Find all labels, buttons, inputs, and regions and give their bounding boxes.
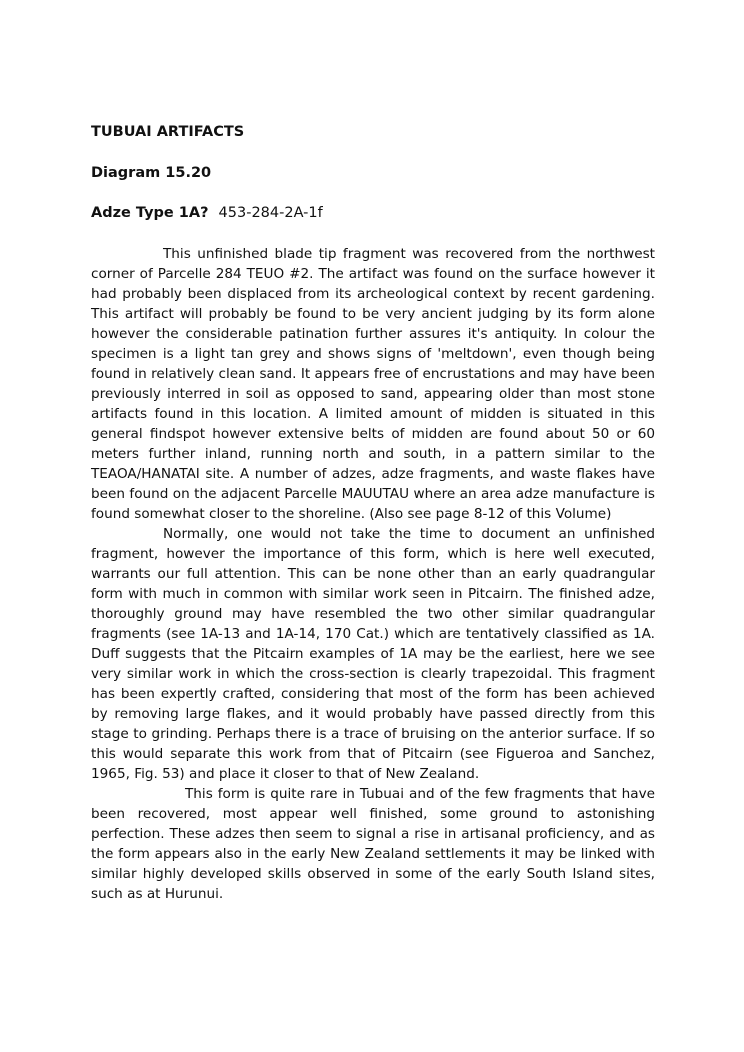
document-title: TUBUAI ARTIFACTS [91,124,245,140]
paragraph-significance: Normally, one would not take the time to document an unfinished fragment, however the importance of this form, which is here well executed, warrants our full attention. This can be none other than an early quadrangular form with much in common with similar work seen in Pitcairn. The finished adze, thoroughly ground may have resembled the two other similar quadrangular fragments (see 1A-13 and 1A-14, 170 Cat.) which are tentatively classified as 1A. Duff suggests that the Pitcairn examples of 1A may be the earliest, here we see very similar work in which the cross-section is clearly trapezoidal. This fragment has been expertly crafted, considering that most of the form has been achieved by removing large flakes, and it would probably have passed directly from this stage to grinding. Perhaps there is a trace of bruising on the anterior surface. If so this would separate this work from that of Pitcairn (see Figueroa and Sanchez, 1965, Fig. 53) and place it closer to that of New Zealand. [91,526,655,782]
diagram-number: Diagram 15.20 [91,165,212,181]
body-text [91,244,655,904]
paragraph-rarity: This form is quite rare in Tubuai and of the few fragments that have been recovered, most appear well finished, some ground to astonishing perfection. These adzes then seem to signal a rise in artisanal proficiency, and as the form appears also in the early New Zealand settlements it may be linked with similar highly developed skills observed in some of the early South Island sites, such as at Hurunui. [91,786,655,902]
adze-type-heading [91,205,323,221]
catalog-number: 453-284-2A-1f [218,205,323,221]
paragraph-findspot: This unfinished blade tip fragment was recovered from the northwest corner of Parcelle 284 TEUO #2. The artifact was found on the surface however it had probably been displaced from its archeological context by recent gardening. This artifact will probably be found to be very ancient judging by its form alone however the considerable patination further assures it's antiquity. In colour the specimen is a light tan grey and shows signs of 'meltdown', even though being found in relatively clean sand. It appears free of encrustations and may have been previously interred in soil as opposed to sand, appearing older than most stone artifacts found in this location. A limited amount of midden is situated in this general findspot however extensive belts of midden are found about 50 or 60 meters further inland, running north and south, in a pattern similar to the TEAOA/HANATAI site. A number of adzes, adze fragments, and waste flakes have been found on the adjacent Parcelle MAUUTAU where an area adze manufacture is found somewhat closer to the shoreline. (Also see page 8-12 of this Volume) [91,246,655,522]
adze-type-label: Adze Type 1A? [91,205,209,221]
